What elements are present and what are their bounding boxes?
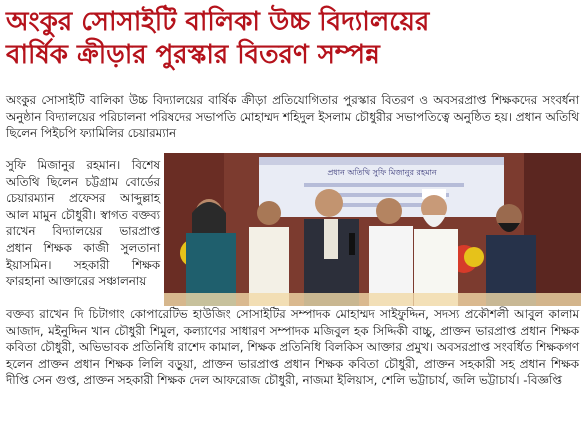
headline-line-2: বার্ষিক ক্রীড়ার পুরস্কার বিতরণ সম্পন্ন: [6, 40, 380, 70]
photo-banner-text: প্রধান অতিথি সুফি মিজানুর রহমান: [327, 168, 437, 177]
headline-line-1: অংকুর সোসাইটি বালিকা উচ্চ বিদ্যালয়ের: [6, 7, 430, 37]
article-intro: অংকুর সোসাইটি বালিকা উচ্চ বিদ্যালয়ের বার্ষিক ক্রীড়া প্রতিযোগিতার পুরস্কার বিতরণ ও অবসরপ্রাপ্ত শিক্ষকদের সংবর্ধনা অনুষ্ঠান বিদ্যালয়ের পরিচালনা পরিষদের সভাপতি মোহাম্মদ শহিদুল ইসলাম চৌধুরীর সভাপতিত্বে অনুষ্ঠিত হয়। প্রধান অতিথি ছিলেন পিইচপি ফ্যামিলির চেয়ারম্যান: [6, 93, 579, 141]
article-bottom: বক্তব্য রাখেন দি চিটাগাং কোপারেটিভ হাউজিং সোসাইটির সম্পাদক মোহাম্মদ সাইফুদ্দিন, সদস্য প্রকৌশলী আবুল কালাম আজাদ, মইনুদ্দিন খান চৌধুরী শিমুল, কল্যাণের সাধারণ সম্পাদক মজিবুল হক সিদ্দিকী বাচ্চু, প্রাক্তন ভারপ্রাপ্ত প্রধান শিক্ষক কবিতা চৌধুরী, অভিভাবক প্রতিনিধি রাশেদ কামাল, শিক্ষক প্রতিনিধি বিলকিস আক্তার প্রমুখ। অবসরপ্রাপ্ত সংবর্ধিত শিক্ষকগণ হলেন প্রাক্তন প্রধান শিক্ষক লিলি বড়ুয়া, প্রাক্তন ভারপ্রাপ্ত প্রধান শিক্ষক কবিতা চৌধুরী, প্রাক্তন সহকারী সহ প্রধান শিক্ষক দীপ্তি সেন গুপ্ত, প্রাক্তন সহকারী শিক্ষক দেল আফরোজ চৌধুরী, নাজমা ইলিয়াস, শেলি ভট্টাচার্য, জলি ভট্টাচার্য। -বিজ্ঞপ্তি: [6, 307, 579, 388]
article-side-column: সুফি মিজানুর রহমান। বিশেষ অতিথি ছিলেন চট্টগ্রাম বোর্ডের চেয়ারম্যান প্রফেসর আব্দুল্লাহ আল মামুন চৌধুরী। স্বাগত বক্তব্য রাখেন বিদ্যালয়ের ভারপ্রাপ্ত প্রধান শিক্ষক কাজী সুলতানা ইয়াসমিন। সহকারী শিক্ষক ফারহানা আক্তারের সঞ্চালনায়: [6, 158, 160, 289]
event-photo: [164, 153, 581, 306]
